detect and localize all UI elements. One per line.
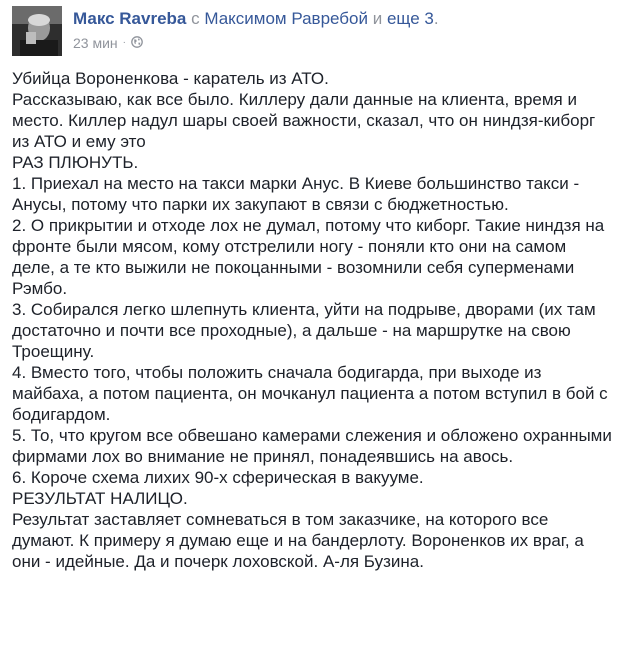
post-paragraph: 5. То, что кругом все обвешано камерами слежения и обложено охранными фирмами лох во внимание не принял, понадеявшись на авось. xyxy=(12,426,612,466)
and-text: и xyxy=(368,9,387,28)
post-paragraph: 6. Короче схема лихих 90-х сферическая в вакууме. xyxy=(12,468,424,487)
meta-separator: · xyxy=(122,37,126,48)
with-text: с xyxy=(186,9,205,28)
author-avatar[interactable] xyxy=(12,6,62,56)
post-paragraph: 1. Приехал на место на такси марки Анус. В Киеве большинство такси - Анусы, потому что парки их закупают в связи с бюджетностью. xyxy=(12,174,580,214)
post-paragraph: Убийца Вороненкова - каратель из АТО. xyxy=(12,69,329,88)
post-paragraph: РАЗ ПЛЮНУТЬ. xyxy=(12,153,139,172)
title-line xyxy=(73,8,439,30)
post-header xyxy=(12,6,611,66)
post-paragraph: 4. Вместо того, чтобы положить сначала бодигарда, при выходе из майбаха, а потом пациента, он мочканул пациента а потом вступил в бой с бодигардом. xyxy=(12,363,608,424)
post-paragraph: Результат заставляет сомневаться в том заказчике, на которого все думают. К примеру я думаю еще и на бандерлоту. Вороненков их враг, а они - идейные. Да и почерк лоховской. А-ля Бузина. xyxy=(12,510,584,571)
post-paragraph: 3. Собирался легко шлепнуть клиента, уйти на подрыве, дворами (их там достаточно и почти все проходные), а дальше - на маршрутке на свою Троещину. xyxy=(12,300,596,361)
post-paragraph: Рассказываю, как все было. Киллеру дали данные на клиента, время и место. Киллер надул шары своей важности, сказал, что он ниндзя-киборг из АТО и ему это xyxy=(12,90,596,151)
title-period: . xyxy=(433,9,439,28)
post-meta xyxy=(73,33,439,53)
tagged-person-link[interactable]: Максимом Равребой xyxy=(204,9,368,28)
header-text xyxy=(73,8,439,53)
globe-icon xyxy=(131,36,143,48)
post-timestamp-link[interactable]: 23 мин xyxy=(73,35,118,51)
author-name-link[interactable]: Макс Ravreba xyxy=(73,9,187,28)
post-body xyxy=(12,68,613,572)
avatar-photo xyxy=(12,6,62,56)
privacy-selector[interactable] xyxy=(131,33,143,53)
post-paragraph: РЕЗУЛЬТАТ НАЛИЦО. xyxy=(12,489,188,508)
others-link[interactable]: еще 3 xyxy=(386,9,434,28)
post-paragraph: 2. О прикрытии и отходе лох не думал, потому что киборг. Такие ниндзя на фронте были мясом, кому отстрелили ногу - поняли кто они на самом деле, а те кто выжили не покоцанными - возомнили себя суперменами Рэмбо. xyxy=(12,216,605,298)
